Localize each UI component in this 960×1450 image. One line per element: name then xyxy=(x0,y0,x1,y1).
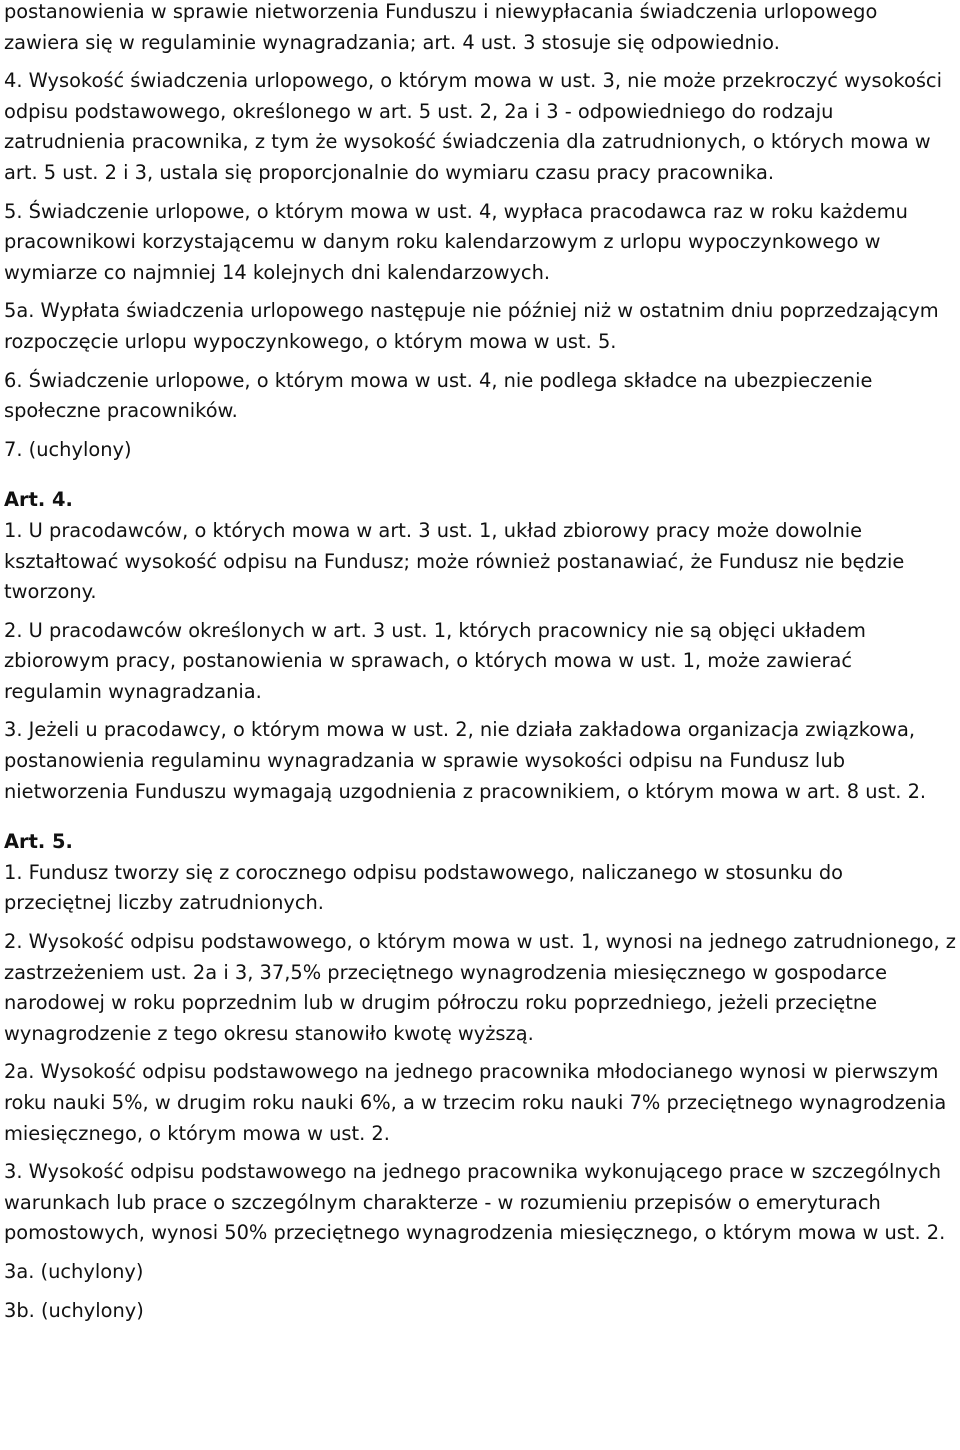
paragraph-art3-ust4: 4. Wysokość świadczenia urlopowego, o którym mowa w ust. 3, nie może przekroczyć wysokości odpisu podstawowego, określonego w art. 5 ust. 2, 2a i 3 - odpowiedniego do rodzaju zatrudnienia pracownika, z tym że wysokość świadczenia dla zatrudnionych, o których mowa w art. 5 ust. 2 i 3, ustala się proporcjonalnie do wymiaru czasu pracy pracownika. xyxy=(4,69,942,184)
document-page xyxy=(4,0,956,1334)
paragraph-art5-ust3: 3. Wysokość odpisu podstawowego na jednego pracownika wykonującego prace w szczególnych warunkach lub prace o szczególnym charakterze - w rozumieniu przepisów o emeryturach pomostowych, wynosi 50% przeciętnego wynagrodzenia miesięcznego, o którym mowa w ust. 2. xyxy=(4,1160,946,1245)
paragraph-art3-ust5a: 5a. Wypłata świadczenia urlopowego następuje nie później niż w ostatnim dniu poprzedzającym rozpoczęcie urlopu wypoczynkowego, o którym mowa w ust. 5. xyxy=(4,299,939,353)
heading-art-5: Art. 5. xyxy=(4,830,73,854)
paragraph-art4-ust3: 3. Jeżeli u pracodawcy, o którym mowa w ust. 2, nie działa zakładowa organizacja związkowa, postanowienia regulaminu wynagradzania w sprawie wysokości odpisu na Fundusz lub nietworzenia Funduszu wymagają uzgodnienia z pracownikiem, o którym mowa w art. 8 ust. 2. xyxy=(4,718,927,803)
paragraph-art4-ust1: 1. U pracodawców, o których mowa w art. 3 ust. 1, układ zbiorowy pracy może dowolnie kształtować wysokość odpisu na Fundusz; może również postanawiać, że Fundusz nie będzie tworzony. xyxy=(4,518,905,604)
paragraph-intro: postanowienia w sprawie nietworzenia Funduszu i niewypłacania świadczenia urlopowego zawiera się w regulaminie wynagradzania; art. 4 ust. 3 stosuje się odpowiednio. xyxy=(4,0,878,54)
paragraph-art4-ust2: 2. U pracodawców określonych w art. 3 ust. 1, których pracownicy nie są objęci układem zbiorowym pracy, postanowienia w sprawach, o których mowa w ust. 1, może zawierać regulamin wynagradzania. xyxy=(4,618,866,703)
paragraph-art5-ust2: 2. Wysokość odpisu podstawowego, o którym mowa w ust. 1, wynosi na jednego zatrudnionego, z zastrzeżeniem ust. 2a i 3, 37,5% przeciętnego wynagrodzenia miesięcznego w gospodarce narodowej w roku poprzednim lub w drugim półroczu roku poprzedniego, jeżeli przeciętne wynagrodzenie z tego okresu stanowiło kwotę wyższą. xyxy=(4,930,956,1045)
paragraph-art5-ust2a: 2a. Wysokość odpisu podstawowego na jednego pracownika młodocianego wynosi w pierwszym roku nauki 5%, w drugim roku nauki 6%, a w trzecim roku nauki 7% przeciętnego wynagrodzenia miesięcznego, o którym mowa w ust. 2. xyxy=(4,1060,947,1145)
paragraph-art3-ust5: 5. Świadczenie urlopowe, o którym mowa w ust. 4, wypłaca pracodawca raz w roku każdemu pracownikowi korzystającemu w danym roku kalendarzowym z urlopu wypoczynkowego w wymiarze co najmniej 14 kolejnych dni kalendarzowych. xyxy=(4,199,908,284)
paragraph-art3-ust6: 6. Świadczenie urlopowe, o którym mowa w ust. 4, nie podlega składce na ubezpieczenie społeczne pracowników. xyxy=(4,368,873,423)
heading-art-4: Art. 4. xyxy=(4,488,73,512)
paragraph-art5-ust3b: 3b. (uchylony) xyxy=(4,1298,144,1322)
paragraph-art5-ust3a: 3a. (uchylony) xyxy=(4,1259,144,1283)
paragraph-art3-ust7: 7. (uchylony) xyxy=(4,437,132,461)
paragraph-art5-ust1: 1. Fundusz tworzy się z corocznego odpisu podstawowego, naliczanego w stosunku do przeciętnej liczby zatrudnionych. xyxy=(4,860,844,915)
